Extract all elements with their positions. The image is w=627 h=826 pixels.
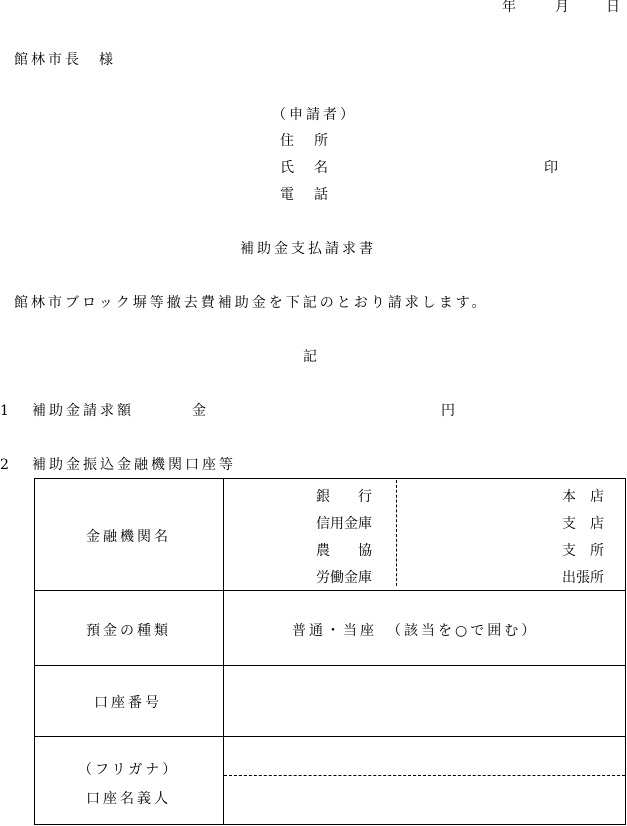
ki-heading: 記 <box>303 349 317 365</box>
furigana-label: （フリガナ） <box>78 762 180 778</box>
name-field[interactable] <box>350 155 530 179</box>
furigana-field[interactable] <box>224 737 625 775</box>
item1-kin: 金 <box>192 403 206 419</box>
amount-field[interactable] <box>215 398 435 422</box>
applicant-heading: （申請者） <box>272 107 357 123</box>
institution-type-shinkin: 信用金庫 <box>316 516 372 532</box>
branch-name-field[interactable] <box>400 480 550 588</box>
deposit-type-value: 普通・当座 （該当を○で囲む） <box>292 623 539 639</box>
date-year-label: 年 <box>502 0 516 15</box>
deposit-type-label: 預金の種類 <box>86 623 171 639</box>
branch-type-shiten: 支 店 <box>562 516 604 532</box>
body-text: 館林市ブロック塀等撤去費補助金を下記のとおり請求します。 <box>14 295 489 311</box>
institution-label: 金融機関名 <box>86 529 171 545</box>
addressee: 館林市長 様 <box>14 52 116 68</box>
phone-field[interactable] <box>350 182 610 206</box>
date-month-label: 月 <box>555 0 569 15</box>
branch-type-honten: 本 店 <box>562 489 604 505</box>
item1-label: 補助金請求額 <box>32 403 134 419</box>
phone-label: 電 話 <box>280 187 331 203</box>
account-number-label: 口座番号 <box>94 695 162 711</box>
name-label: 氏 名 <box>280 160 331 176</box>
date-day-label: 日 <box>606 0 620 15</box>
account-holder-field[interactable] <box>224 776 625 824</box>
institution-type-rokin: 労働金庫 <box>316 570 372 586</box>
branch-type-shisho: 支 所 <box>562 543 604 559</box>
branch-type-shucchojo: 出張所 <box>562 570 604 586</box>
address-label: 住 所 <box>280 133 331 149</box>
address-field[interactable] <box>350 128 610 152</box>
item1-number: 1 <box>0 403 9 419</box>
institution-type-nokyo: 農 協 <box>316 543 372 559</box>
item2-label: 補助金振込金融機関口座等 <box>32 457 236 473</box>
account-number-field[interactable] <box>224 666 625 736</box>
seal-mark: 印 <box>544 160 558 176</box>
document-title: 補助金支払請求書 <box>240 241 376 257</box>
item2-number: 2 <box>0 457 9 473</box>
institution-type-bank: 銀 行 <box>316 489 372 505</box>
item1-yen: 円 <box>441 403 455 419</box>
account-holder-label: 口座名義人 <box>86 791 171 807</box>
